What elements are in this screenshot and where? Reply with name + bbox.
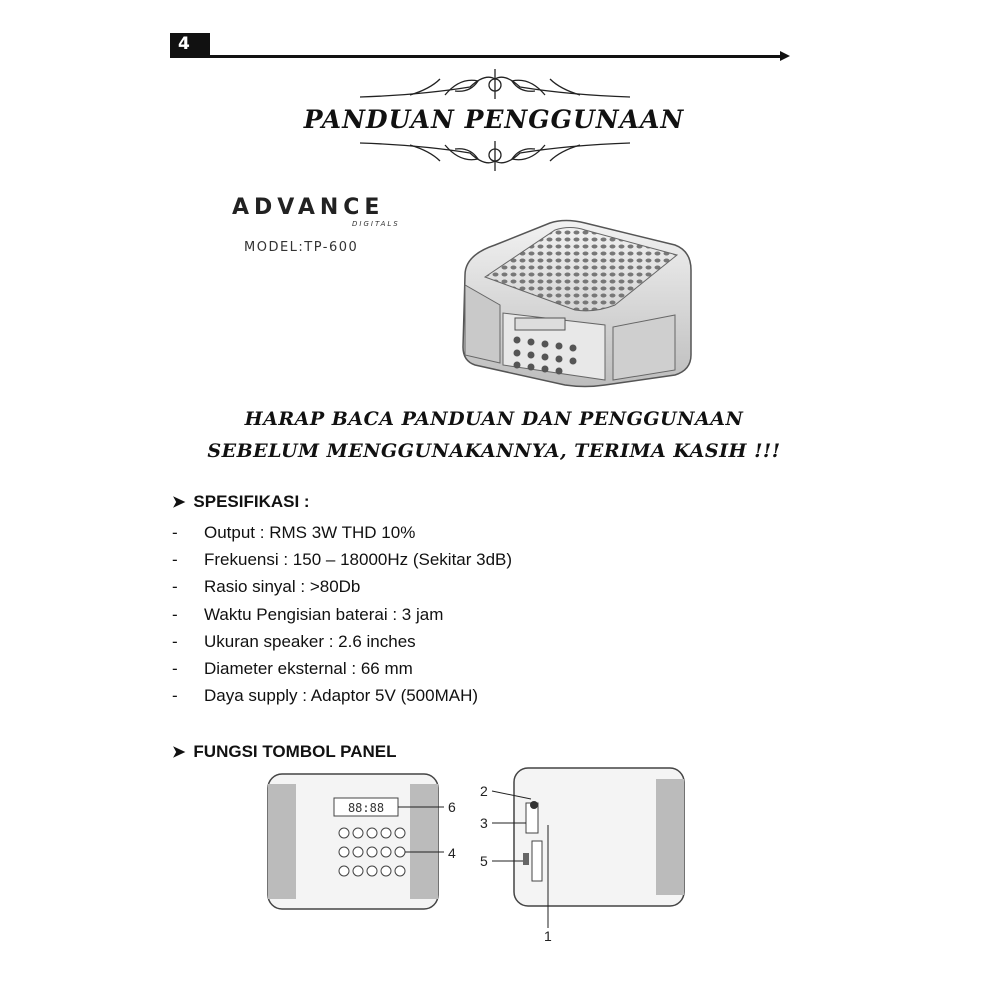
callout-2: 2 <box>480 783 488 799</box>
page-title: PANDUAN PENGGUNAAN <box>303 105 685 134</box>
callout-3: 3 <box>480 815 488 831</box>
page-number-box <box>170 33 210 57</box>
ornament-bottom-icon <box>350 135 640 175</box>
list-item: - Ukuran speaker : 2.6 inches <box>172 631 416 651</box>
advance-logo <box>232 190 414 230</box>
arrowhead-icon: ➤ <box>172 744 186 761</box>
spec-heading <box>172 492 310 512</box>
header-arrow-icon <box>780 51 790 61</box>
side-panel-diagram <box>476 765 692 945</box>
list-item: - Daya supply : Adaptor 5V (500MAH) <box>172 686 479 706</box>
display-readout: 88:88 <box>347 801 385 815</box>
callout-4: 4 <box>448 845 456 861</box>
warning-line-2: SEBELUM MENGGUNAKANNYA, TERIMA KASIH !!! <box>207 440 781 462</box>
svg-text:ADVANCE: ADVANCE <box>232 195 385 220</box>
panel-heading <box>172 742 396 762</box>
model-label: MODEL:TP-600 <box>244 240 359 255</box>
speaker-product-image <box>455 215 695 390</box>
warning-line-1: HARAP BACA PANDUAN DAN PENGGUNAAN <box>244 408 744 430</box>
ornament-top-icon <box>350 65 640 105</box>
front-panel-diagram <box>262 768 472 913</box>
svg-text:DIGITALS: DIGITALS <box>352 220 400 228</box>
list-item: - Diameter eksternal : 66 mm <box>172 659 413 679</box>
page-number: 4 <box>178 34 190 54</box>
callout-6: 6 <box>448 799 456 815</box>
callout-5: 5 <box>480 853 488 869</box>
list-item: - Rasio sinyal : >80Db <box>172 577 361 597</box>
spec-list <box>172 519 512 710</box>
arrowhead-icon: ➤ <box>172 494 186 511</box>
panel-heading-text: FUNGSI TOMBOL PANEL <box>193 742 397 761</box>
callout-1: 1 <box>544 928 552 944</box>
list-item: - Waktu Pengisian baterai : 3 jam <box>172 604 444 624</box>
spec-heading-text: SPESIFIKASI : <box>193 492 310 511</box>
list-item: - Frekuensi : 150 – 18000Hz (Sekitar 3dB) <box>172 549 513 569</box>
header-rule <box>170 55 784 58</box>
list-item: - Output : RMS 3W THD 10% <box>172 522 416 542</box>
